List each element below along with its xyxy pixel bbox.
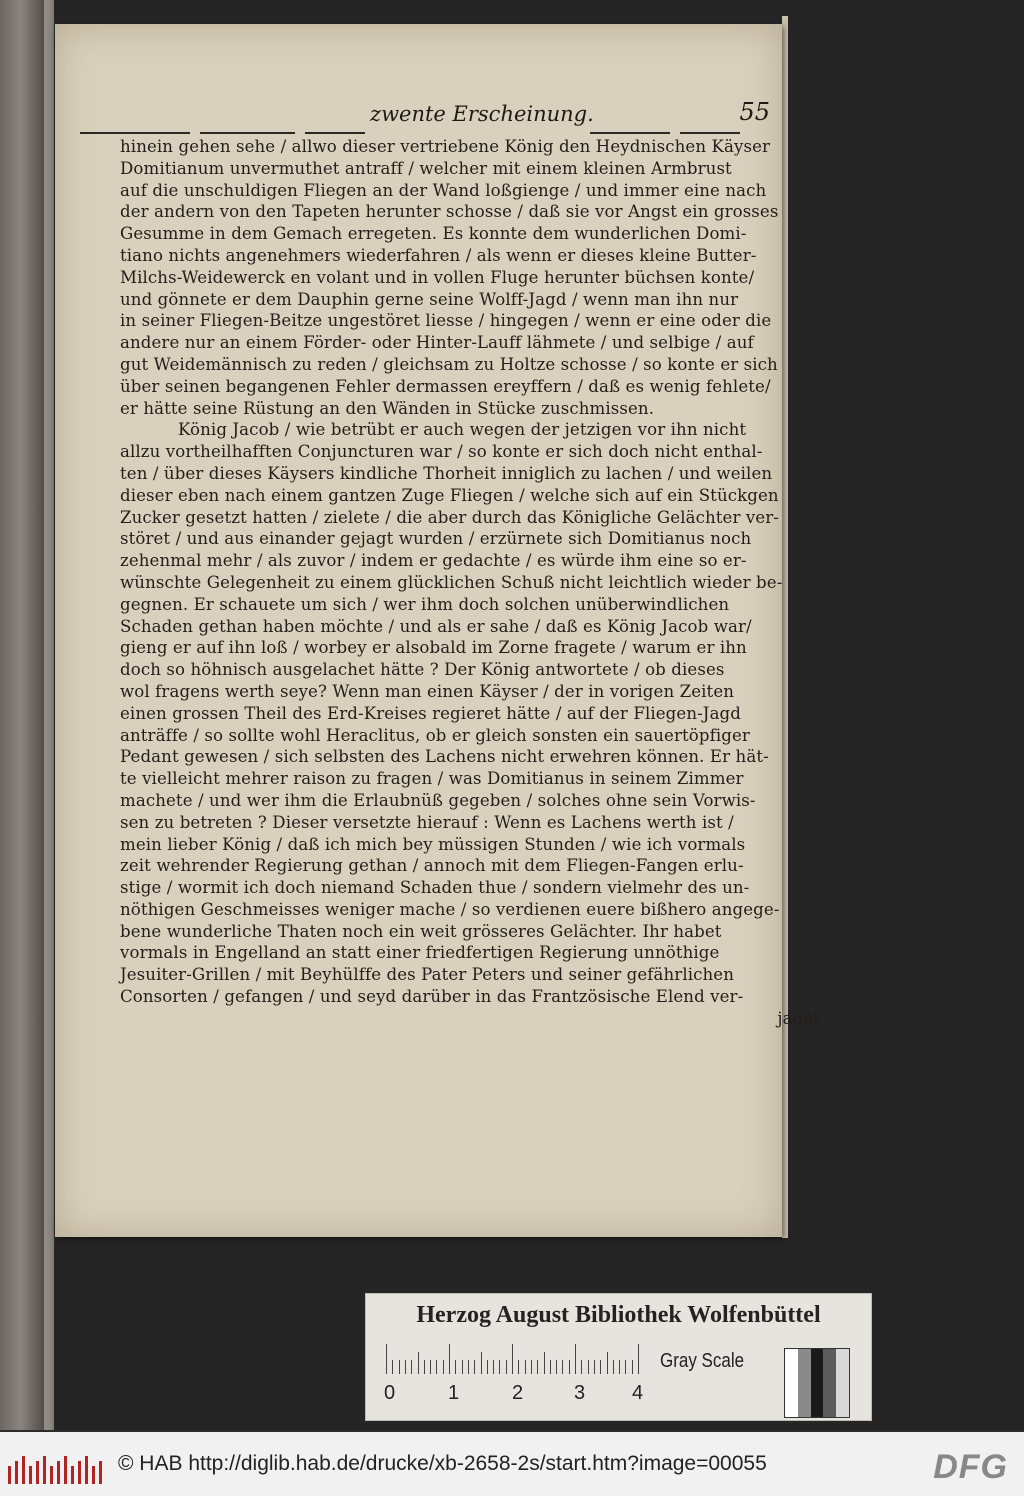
ruler-tick — [607, 1352, 608, 1374]
text-line: vormals in Engelland an statt einer friedfertigen Regierung unnöthige — [120, 943, 720, 963]
ruler-tick — [531, 1360, 532, 1374]
hab-logo-icon — [8, 1454, 108, 1484]
text-line: dieser eben nach einem gantzen Zuge Fliegen / welche sich auf ein Stückgen — [120, 485, 779, 505]
ruler-tick — [386, 1344, 387, 1374]
gray-swatch — [798, 1349, 811, 1417]
ruler-tick — [619, 1360, 620, 1374]
logo-bar — [36, 1461, 39, 1484]
text-line: hinein gehen sehe / allwo dieser vertriebene König den Heydnischen Käyser — [120, 137, 771, 156]
text-line: zehenmal mehr / als zuvor / indem er gedachte / es würde ihm eine so er- — [120, 551, 747, 571]
scale-ruler — [386, 1344, 646, 1374]
page-body-text — [120, 136, 850, 1030]
text-line: Zucker gesetzt hatten / zielete / die aber durch das Königliche Gelächter ver- — [120, 507, 780, 527]
gray-swatch — [823, 1349, 836, 1417]
text-line: bene wunderliche Thaten noch ein weit grösseres Gelächter. Ihr habet — [120, 921, 722, 941]
header-rule — [80, 132, 190, 134]
page-number: 55 — [739, 98, 770, 126]
text-line: Schaden gethan haben möchte / und als er sahe / daß es König Jacob war/ — [120, 616, 752, 636]
ruler-tick — [525, 1360, 526, 1374]
text-line: Gesumme in dem Gemach erregeten. Es konnte dem wunderlichen Domi- — [120, 224, 747, 244]
logo-bar — [78, 1461, 81, 1484]
ruler-tick — [392, 1360, 393, 1374]
text-line: doch so höhnisch ausgelachet hätte ? Der König antwortete / ob dieses — [120, 660, 725, 680]
running-header — [80, 98, 770, 134]
ruler-tick — [405, 1360, 406, 1374]
text-line: gieng er auf ihn loß / worbey er alsobald im Zorne fragete / warum er ihn — [120, 638, 747, 658]
ruler-tick — [474, 1360, 475, 1374]
text-line: auf die unschuldigen Fliegen an der Wand loßgienge / und immer eine nach — [120, 180, 767, 200]
ruler-tick — [418, 1352, 419, 1374]
text-line: tiano nichts angenehmers wiederfahren / als wenn er dieses kleine Butter- — [120, 245, 757, 265]
text-line: allzu vortheilhafften Conjuncturen war / so konte er sich doch nicht enthal- — [120, 442, 763, 462]
footer-bar — [0, 1432, 1024, 1496]
ruler-tick — [518, 1360, 519, 1374]
ruler-number: 3 — [574, 1382, 586, 1404]
text-line: sen zu betreten ? Dieser versetzte hierauf : Wenn es Lachens werth ist / — [120, 812, 734, 832]
text-line: und gönnete er dem Dauphin gerne seine Wolff-Jagd / wenn man ihn nur — [120, 289, 739, 309]
ruler-tick — [556, 1360, 557, 1374]
ruler-number: 1 — [448, 1382, 460, 1404]
text-line: Milchs-Weidewerck en volant und in vollen Fluge herunter büchsen konte/ — [120, 267, 755, 287]
ruler-tick — [455, 1360, 456, 1374]
ruler-tick — [468, 1360, 469, 1374]
gray-swatch — [785, 1349, 798, 1417]
logo-bar — [22, 1456, 25, 1484]
text-line: Jesuiter-Grillen / mit Beyhülffe des Pater Peters und seiner gefährlichen — [120, 965, 735, 985]
text-line: er hätte seine Rüstung an den Wänden in Stücke zuschmissen. — [120, 398, 655, 418]
text-line: der andern von den Tapeten herunter schosse / daß sie vor Angst ein grosses — [120, 202, 779, 222]
ruler-tick — [462, 1360, 463, 1374]
text-line: über seinen begangenen Fehler dermassen ereyffern / daß es wenig fehlete/ — [120, 376, 771, 396]
ruler-tick — [481, 1352, 482, 1374]
text-line: te vielleicht mehrer raison zu fragen / was Domitianus in seinem Zimmer — [120, 769, 744, 789]
text-line: Domitianum unvermuthet antraff / welcher mit einem kleinen Armbrust — [120, 158, 732, 178]
text-line: störet / und aus einander gejagt wurden / erzürnete sich Domitianus noch — [120, 529, 752, 549]
ruler-tick — [443, 1360, 444, 1374]
logo-bar — [64, 1456, 67, 1484]
logo-bar — [8, 1466, 11, 1484]
header-title: zwente Erscheinung. — [370, 102, 594, 126]
ruler-tick — [632, 1360, 633, 1374]
ruler-tick — [600, 1360, 601, 1374]
ruler-number: 0 — [384, 1382, 396, 1404]
gray-scale-swatches — [784, 1348, 850, 1418]
ruler-tick — [562, 1360, 563, 1374]
ruler-number: 2 — [512, 1382, 524, 1404]
ruler-tick — [550, 1360, 551, 1374]
ruler-tick — [588, 1360, 589, 1374]
ruler-tick — [499, 1360, 500, 1374]
ruler-tick — [594, 1360, 595, 1374]
text-line: zeit wehrender Regierung gethan / annoch mit dem Fliegen-Fangen erlu- — [120, 856, 744, 876]
ruler-tick — [506, 1360, 507, 1374]
ruler-tick — [638, 1344, 639, 1374]
ruler-tick — [575, 1344, 576, 1374]
text-line: Consorten / gefangen / und seyd darüber in das Frantzösische Elend ver- — [120, 987, 744, 1007]
text-line: andere nur an einem Förder- oder Hinter-Lauff lähmete / und selbige / auf — [120, 333, 754, 353]
ruler-number: 4 — [632, 1382, 644, 1404]
logo-bar — [50, 1466, 53, 1484]
ruler-tick — [430, 1360, 431, 1374]
logo-bar — [29, 1466, 32, 1484]
ruler-tick — [581, 1360, 582, 1374]
text-line: in seiner Fliegen-Beitze ungestöret liesse / hingegen / wenn er eine oder die — [120, 311, 772, 331]
logo-bar — [99, 1461, 102, 1484]
text-line: wol fragens werth seye? Wenn man einen Käyser / der in vorigen Zeiten — [120, 681, 735, 701]
gray-scale-label: Gray Scale — [660, 1350, 745, 1372]
logo-bar — [57, 1461, 60, 1484]
ruler-tick — [436, 1360, 437, 1374]
text-line: ten / über dieses Käysers kindliche Thorheit inniglich zu lachen / und weilen — [120, 463, 773, 483]
copyright-url[interactable]: © HAB http://diglib.hab.de/drucke/xb-2658-2s/start.htm?image=00055 — [118, 1452, 767, 1475]
text-line: Pedant gewesen / sich selbsten des Lachens nicht erwehren können. Er hät- — [120, 747, 769, 767]
header-rule — [305, 132, 365, 134]
page-edge-strip — [44, 0, 54, 1430]
ruler-tick — [544, 1352, 545, 1374]
ruler-tick — [625, 1360, 626, 1374]
text-line: anträffe / so sollte wohl Heraclitus, ob er gleich sonsten ein sauertöpfiger — [120, 725, 750, 745]
logo-bar — [85, 1456, 88, 1484]
text-line: machete / und wer ihm die Erlaubnüß gegeben / solches ohne sein Vorwis- — [120, 790, 756, 810]
ruler-tick — [424, 1360, 425, 1374]
ruler-tick — [411, 1360, 412, 1374]
text-line: gut Weidemännisch zu reden / gleichsam zu Holtze schosse / so konte er sich — [120, 354, 778, 374]
header-rule — [590, 132, 670, 134]
logo-bar — [92, 1466, 95, 1484]
text-line: gegnen. Er schauete um sich / wer ihm doch solchen unüberwindlichen — [120, 594, 730, 614]
ruler-tick — [449, 1344, 450, 1374]
ruler-tick — [399, 1360, 400, 1374]
dfg-logo: DFG — [933, 1448, 1008, 1486]
ruler-tick — [613, 1360, 614, 1374]
gray-swatch — [836, 1349, 849, 1417]
ruler-tick — [569, 1360, 570, 1374]
ruler-tick — [493, 1360, 494, 1374]
text-line: nöthigen Geschmeisses weniger mache / so verdienen euere bißhero angege- — [120, 899, 780, 919]
logo-bar — [15, 1461, 18, 1484]
gray-swatch — [811, 1349, 824, 1417]
library-name: Herzog August Bibliothek Wolfenbüttel — [416, 1302, 821, 1328]
ruler-tick — [537, 1360, 538, 1374]
logo-bar — [71, 1466, 74, 1484]
library-color-card — [365, 1293, 872, 1421]
ruler-tick — [487, 1360, 488, 1374]
text-line: mein lieber König / daß ich mich bey müssigen Stunden / wie ich vormals — [120, 834, 746, 854]
text-line: stige / wormit ich doch niemand Schaden thue / sondern vielmehr des un- — [120, 878, 750, 898]
ruler-tick — [512, 1344, 513, 1374]
text-line: einen grossen Theil des Erd-Kreises regieret hätte / auf der Fliegen-Jagd — [120, 703, 742, 723]
text-line: König Jacob / wie betrübt er auch wegen der jetzigen vor ihn nicht — [178, 420, 747, 440]
header-rule — [200, 132, 295, 134]
catchword: jaget — [777, 1008, 820, 1028]
logo-bar — [43, 1456, 46, 1484]
text-line: wünschte Gelegenheit zu einem glücklichen Schuß nicht leichtlich wieder be- — [120, 572, 783, 592]
header-rule — [680, 132, 740, 134]
